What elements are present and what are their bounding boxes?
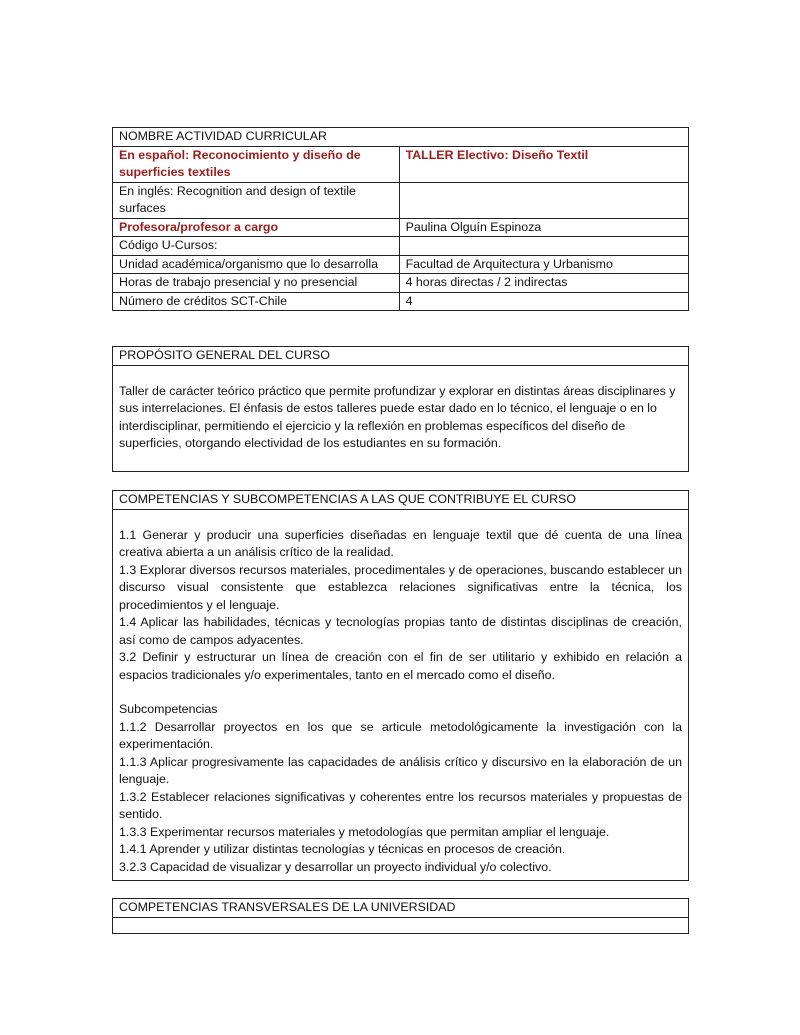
purpose-section <box>112 346 689 472</box>
spanish-name: En español: Reconocimiento y diseño de superficies textiles <box>113 146 400 182</box>
subcompetency-item: 1.1.2 Desarrollar proyectos en los que se articule metodológicamente la investigación con la experimentación. <box>119 719 682 751</box>
taller-label: TALLER Electivo: Diseño Textil <box>399 146 688 182</box>
hours-value: 4 horas directas / 2 indirectas <box>399 274 688 293</box>
hours-label: Horas de trabajo presencial y no presencial <box>113 274 400 293</box>
transversal-section <box>112 898 689 934</box>
code-label: Código U-Cursos: <box>113 237 400 256</box>
competency-item: 1.1 Generar y producir una superficies diseñadas en lenguaje textil que dé cuenta de una línea creativa abierta a un análisis crítico de la realidad. <box>119 527 682 559</box>
purpose-header: PROPÓSITO GENERAL DEL CURSO <box>113 347 688 366</box>
competency-item: 1.4 Aplicar las habilidades, técnicas y tecnologías propias tanto de distintas disciplinas de creación, así como de campos adyacentes. <box>119 615 682 647</box>
table-header: NOMBRE ACTIVIDAD CURRICULAR <box>113 128 689 147</box>
code-value <box>399 237 688 256</box>
purpose-text: Taller de carácter teórico práctico que permite profundizar y explorar en distintas áreas disciplinares y sus interrelaciones. El énfasis de estos talleres puede estar dado en lo técnico, el lenguaje o en lo interdisciplinar, permitiendo el ejercicio y la reflexión en problemas específicos del diseño de superficies, otorgando electividad de los estudiantes en su formación. <box>119 383 676 450</box>
competency-item: 1.3 Explorar diversos recursos materiales, procedimentales y de operaciones, buscando establecer un discurso visual consistente que establezca relaciones significativas entre la técnica, los procedimientos y el lenguaje. <box>119 562 682 612</box>
credits-value: 4 <box>399 292 688 311</box>
competency-item: 3.2 Definir y estructurar un línea de creación con el fin de ser utilitario y exhibido en relación a espacios tradicionales y/o experimentales, tanto en el mercado como el diseño. <box>119 650 682 682</box>
credits-label: Número de créditos SCT-Chile <box>113 292 400 311</box>
subcompetencies-header: Subcompetencias <box>119 702 218 716</box>
unit-label: Unidad académica/organismo que lo desarrolla <box>113 255 400 274</box>
subcompetency-item: 1.4.1 Aprender y utilizar distintas tecnologías y técnicas en procesos de creación. <box>119 842 566 856</box>
subcompetency-item: 1.3.2 Establecer relaciones significativas y coherentes entre los recursos materiales y propuestas de sentido. <box>119 789 682 821</box>
english-name: En inglés: Recognition and design of textile surfaces <box>113 182 400 218</box>
subcompetency-item: 3.2.3 Capacidad de visualizar y desarrollar un proyecto individual y/o colectivo. <box>119 859 552 874</box>
transversal-header: COMPETENCIAS TRANSVERSALES DE LA UNIVERSIDAD <box>113 899 688 918</box>
curricular-activity-table <box>112 127 689 311</box>
subcompetency-item: 1.1.3 Aplicar progresivamente las capacidades de análisis crítico y discursivo en la elaboración de un lenguaje. <box>119 754 682 786</box>
competencies-header: COMPETENCIAS Y SUBCOMPETENCIAS A LAS QUE CONTRIBUYE EL CURSO <box>113 491 688 510</box>
professor-value: Paulina Olguín Espinoza <box>399 218 688 237</box>
transversal-body <box>113 918 688 934</box>
english-name-value <box>399 182 688 218</box>
subcompetency-item: 1.3.3 Experimentar recursos materiales y metodologías que permitan ampliar el lenguaje. <box>119 824 610 839</box>
professor-label: Profesora/profesor a cargo <box>113 218 400 237</box>
competencies-section <box>112 490 689 881</box>
unit-value: Facultad de Arquitectura y Urbanismo <box>399 255 688 274</box>
